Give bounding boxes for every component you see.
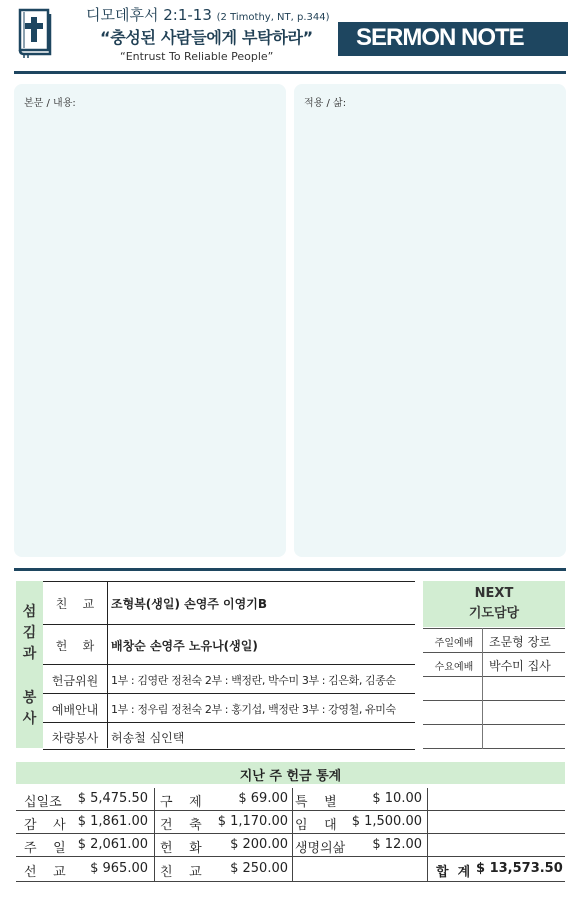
prayer-service: 주일예배 [434, 638, 474, 649]
header-divider [14, 71, 566, 74]
prayer-row [423, 725, 565, 749]
offering-amount: $ 10.00 [372, 791, 422, 806]
content-notes-label: 본문 / 내용: [24, 98, 76, 109]
sermon-title-korean: “충성된 사람들에게 부탁하라” [100, 28, 313, 47]
offering-label: 십일조 [24, 795, 62, 810]
offering-amount: $ 12.00 [372, 837, 422, 852]
prayer-column-divider [482, 628, 483, 749]
side-char: 섬 [22, 604, 37, 620]
offering-label: 임 대 [295, 818, 337, 833]
offering-column-divider [292, 788, 293, 881]
offering-label: 선 교 [24, 865, 66, 880]
offering-amount: $ 5,475.50 [77, 791, 148, 806]
next-prayer-header [423, 581, 565, 627]
offering-label: 구 제 [160, 795, 202, 810]
offering-row [16, 811, 565, 834]
sermon-note-badge [338, 22, 568, 56]
service-row [43, 693, 415, 722]
offering-amount: $ 965.00 [90, 861, 148, 876]
offering-header [16, 762, 565, 784]
service-side-label [16, 581, 43, 748]
offering-row [16, 788, 565, 811]
service-row-label: 차량봉사 [51, 731, 99, 745]
offering-total-label: 합 계 [436, 865, 471, 880]
offering-row [16, 834, 565, 857]
scripture-ref-main: 디모데후서 2:1-13 [86, 6, 212, 24]
prayer-row [423, 701, 565, 725]
service-row-value: 배창순 손영주 노유나(생일) [111, 639, 258, 653]
service-row-value: 조형복(생일) 손영주 이영기B [111, 597, 267, 611]
service-row [43, 664, 415, 693]
offering-total-amount: $ 13,573.50 [476, 861, 563, 876]
offering-amount: $ 200.00 [230, 837, 288, 852]
offering-title: 지난 주 헌금 통계 [239, 769, 342, 784]
offering-amount: $ 1,170.00 [217, 814, 288, 829]
offering-label: 특 별 [295, 795, 337, 810]
prayer-leader: 박수미 집사 [489, 659, 551, 673]
prayer-leader: 조문형 장로 [489, 635, 551, 649]
side-char: 과 [22, 646, 37, 662]
scripture-reference [86, 4, 330, 25]
service-row-value: 허송철 심인택 [111, 731, 185, 745]
service-row [43, 581, 415, 624]
prayer-row [423, 677, 565, 701]
service-row [43, 624, 415, 665]
prayer-row [423, 628, 565, 653]
side-char: 사 [22, 711, 37, 727]
service-row [43, 722, 415, 750]
application-notes-pane[interactable] [294, 84, 566, 557]
offering-label: 친 교 [160, 865, 202, 880]
prayer-row [423, 653, 565, 677]
offering-label: 감 사 [24, 818, 66, 833]
offering-label: 생명의삶 [295, 841, 346, 856]
sermon-note-text: SERMON NOTE [356, 24, 524, 51]
offering-amount: $ 1,861.00 [77, 814, 148, 829]
service-row-label: 헌금위원 [51, 674, 99, 688]
offering-amount: $ 250.00 [230, 861, 288, 876]
scripture-ref-detail: (2 Timothy, NT, p.344) [216, 12, 330, 23]
offering-column-divider [154, 788, 155, 881]
offering-amount: $ 1,500.00 [351, 814, 422, 829]
content-notes-pane[interactable] [14, 84, 286, 557]
prayer-service: 수요예배 [434, 662, 474, 673]
offering-label: 주 일 [24, 841, 66, 856]
offering-row [16, 857, 565, 882]
side-char: 김 [22, 625, 37, 641]
offering-label: 헌 화 [160, 841, 202, 856]
service-row-value: 1부 : 김영란 정천숙 2부 : 백정란, 박수미 3부 : 김은화, 김종순 [111, 674, 396, 687]
service-column-divider [107, 581, 108, 748]
offering-amount: $ 69.00 [238, 791, 288, 806]
service-row-label: 헌 화 [55, 639, 95, 653]
section-divider [14, 568, 566, 571]
application-notes-label: 적용 / 삶: [304, 98, 347, 109]
sermon-title-english: “Entrust To Reliable People” [120, 50, 274, 63]
service-row-label: 친 교 [55, 597, 95, 611]
prayer-duty-label: 기도담당 [468, 606, 520, 621]
next-prayer-title [423, 584, 565, 624]
offering-label: 건 축 [160, 818, 202, 833]
service-row-label: 예배안내 [51, 703, 99, 717]
bible-icon [14, 6, 56, 58]
service-row-value: 1부 : 정우림 정천숙 2부 : 홍기섭, 백정란 3부 : 강영철, 유미숙 [111, 703, 396, 716]
side-char: 봉 [22, 690, 37, 706]
offering-amount: $ 2,061.00 [77, 837, 148, 852]
next-label: NEXT [474, 586, 514, 601]
offering-column-divider [427, 788, 428, 881]
